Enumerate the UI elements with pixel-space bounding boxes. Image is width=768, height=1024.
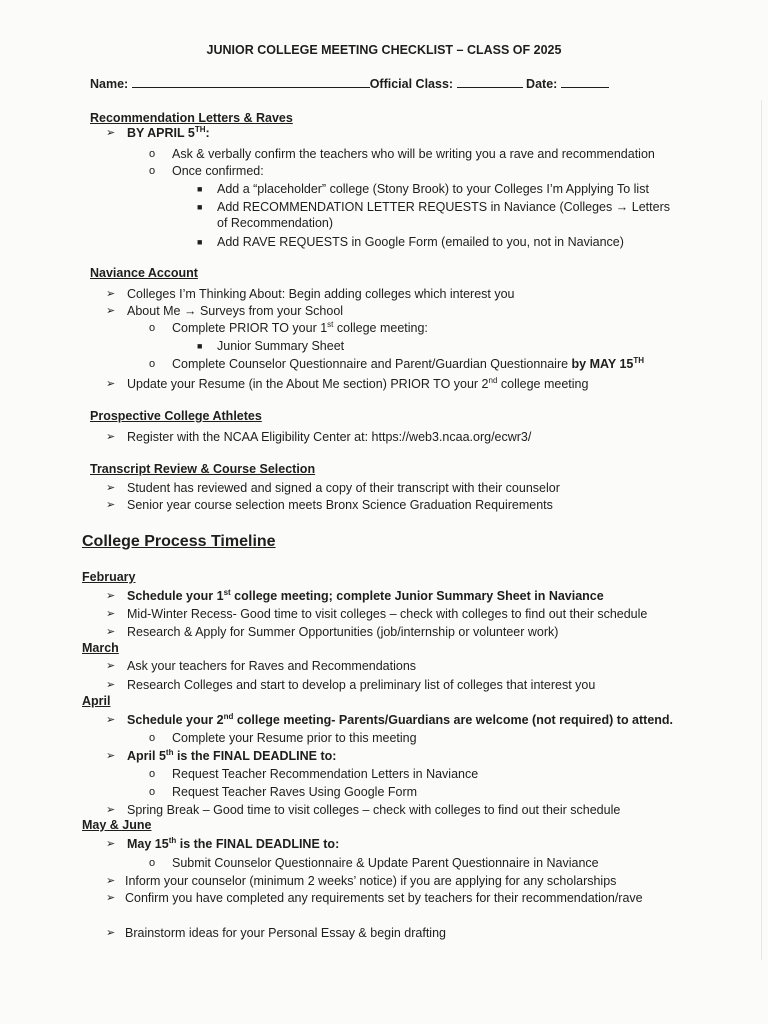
arrow-bullet-icon: ➢ (106, 875, 116, 887)
april-item-3: Spring Break – Good time to visit colleges – check with colleges to find out their schedule (127, 803, 621, 817)
month-february: February (82, 570, 136, 584)
transcript-item-2: Senior year course selection meets Bronx Science Graduation Requirements (127, 498, 553, 512)
arrow-bullet-icon: ➢ (106, 927, 116, 939)
arrow-bullet-icon: ➢ (106, 660, 116, 672)
date-label: Date: (526, 77, 558, 91)
april-item-2: April 5th is the FINAL DEADLINE to: (127, 747, 337, 763)
naviance-item-2: About Me → Surveys from your School (127, 304, 344, 318)
march-item-2: Research Colleges and start to develop a preliminary list of colleges that interest you (127, 678, 596, 692)
transcript-item-1: Student has reviewed and signed a copy of their transcript with their counselor (127, 481, 560, 495)
circle-bullet-icon: o (149, 322, 156, 334)
february-item-2: Mid-Winter Recess- Good time to visit colleges – check with colleges to find out their schedule (127, 607, 648, 621)
athletes-heading: Prospective College Athletes (90, 409, 262, 423)
arrow-bullet-icon: ➢ (106, 608, 116, 620)
circle-bullet-icon: o (149, 148, 156, 160)
recommendation-heading: Recommendation Letters & Raves (90, 111, 293, 125)
header-fields (90, 77, 609, 91)
athletes-item-1: Register with the NCAA Eligibility Center at: https://web3.ncaa.org/ecwr3/ (127, 430, 532, 444)
arrow-bullet-icon: ➢ (106, 804, 116, 816)
name-blank (132, 77, 370, 88)
arrow-bullet-icon: ➢ (106, 482, 116, 494)
recommendation-sub-1: Add a “placeholder” college (Stony Brook) to your Colleges I’m Applying To list (217, 182, 649, 196)
circle-bullet-icon: o (149, 768, 156, 780)
may-sub-1: Submit Counselor Questionnaire & Update Parent Questionnaire in Naviance (172, 856, 599, 870)
month-march: March (82, 641, 119, 655)
timeline-heading: College Process Timeline (82, 533, 276, 550)
arrow-bullet-icon: ➢ (106, 892, 116, 904)
arrow-bullet-icon: ➢ (106, 499, 116, 511)
may-item-2: Inform your counselor (minimum 2 weeks’ notice) if you are applying for any scholarships (125, 874, 617, 888)
february-item-1: Schedule your 1st college meeting; complete Junior Summary Sheet in Naviance (127, 587, 604, 603)
arrow-bullet-icon: ➢ (106, 750, 116, 762)
naviance-item-3: Update your Resume (in the About Me section) PRIOR TO your 2nd college meeting (127, 375, 589, 391)
recommendation-item-1: Ask & verbally confirm the teachers who will be writing you a rave and recommendation (172, 147, 655, 161)
may-item-4: Brainstorm ideas for your Personal Essay & begin drafting (125, 926, 446, 940)
arrow-bullet-icon: ➢ (106, 378, 116, 390)
february-item-3: Research & Apply for Summer Opportunities (job/internship or volunteer work) (127, 625, 559, 639)
may-item-1: May 15th is the FINAL DEADLINE to: (127, 835, 340, 851)
naviance-sub-1: Complete PRIOR TO your 1st college meeting: (172, 319, 428, 335)
arrow-bullet-icon: ➢ (106, 305, 116, 317)
recommendation-item-2: Once confirmed: (172, 164, 264, 178)
square-bullet-icon: ■ (197, 202, 203, 212)
april-sub-3: Request Teacher Raves Using Google Form (172, 785, 418, 799)
naviance-subsub-1: Junior Summary Sheet (217, 339, 345, 353)
may-item-3: Confirm you have completed any requirements set by teachers for their recommendation/rave (125, 891, 643, 905)
arrow-bullet-icon: ➢ (106, 431, 116, 443)
circle-bullet-icon: o (149, 358, 156, 370)
month-may-june: May & June (82, 818, 152, 832)
naviance-heading: Naviance Account (90, 266, 198, 280)
arrow-bullet-icon: ➢ (106, 714, 116, 726)
official-class-blank (457, 77, 523, 88)
recommendation-sub-2: Add RECOMMENDATION LETTER REQUESTS in Naviance (Colleges → Letters of Recommendation) (217, 200, 670, 230)
circle-bullet-icon: o (149, 786, 156, 798)
march-item-1: Ask your teachers for Raves and Recommendations (127, 659, 417, 673)
scan-edge-line (761, 100, 762, 960)
official-class-label: Official Class: (369, 77, 454, 91)
april-sub-2: Request Teacher Recommendation Letters in Naviance (172, 767, 479, 781)
square-bullet-icon: ■ (197, 341, 203, 351)
transcript-heading: Transcript Review & Course Selection (90, 462, 316, 476)
circle-bullet-icon: o (149, 857, 156, 869)
date-blank (561, 77, 609, 88)
arrow-bullet-icon: ➢ (106, 590, 116, 602)
naviance-sub-2: Complete Counselor Questionnaire and Parent/Guardian Questionnaire by MAY 15TH (172, 355, 645, 371)
square-bullet-icon: ■ (197, 184, 203, 194)
arrow-bullet-icon: ➢ (106, 288, 116, 300)
arrow-bullet-icon: ➢ (106, 127, 116, 139)
month-april: April (82, 694, 111, 708)
circle-bullet-icon: o (149, 732, 156, 744)
arrow-bullet-icon: ➢ (106, 838, 116, 850)
recommendation-sub-3: Add RAVE REQUESTS in Google Form (emailed to you, not in Naviance) (217, 235, 624, 249)
square-bullet-icon: ■ (197, 237, 203, 247)
circle-bullet-icon: o (149, 165, 156, 177)
arrow-bullet-icon: ➢ (106, 679, 116, 691)
by-april-item: BY APRIL 5TH: (127, 124, 210, 140)
april-item-1: Schedule your 2nd college meeting- Parents/Guardians are welcome (not required) to attend. (127, 711, 674, 727)
naviance-item-1: Colleges I’m Thinking About: Begin adding colleges which interest you (127, 287, 515, 301)
april-sub-1: Complete your Resume prior to this meeting (172, 731, 417, 745)
arrow-bullet-icon: ➢ (106, 626, 116, 638)
name-label: Name: (90, 77, 129, 91)
page-title: JUNIOR COLLEGE MEETING CHECKLIST – CLASS OF 2025 (206, 43, 562, 57)
